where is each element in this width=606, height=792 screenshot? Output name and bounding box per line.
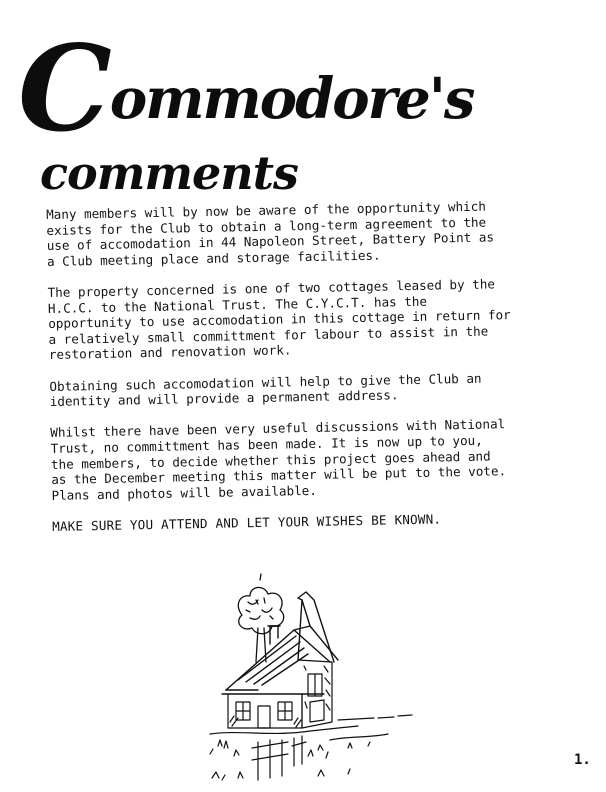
cottage-sketch-illustration xyxy=(198,570,428,785)
article-body xyxy=(46,197,572,534)
cottage-roof xyxy=(222,592,338,694)
page-number: 1. xyxy=(574,752,591,768)
tree-sketch xyxy=(238,574,283,662)
title-rest: ommodore's xyxy=(109,66,474,132)
ground-and-fence xyxy=(210,715,412,780)
paragraph-property: The property concerned is one of two cottages leased by the H.C.C. to the National Trust. The C.Y.C.T. has the opportunity to use accomodation in this cottage in return for a relatively small committment for labour to assist in the restoration and renovation work. xyxy=(47,276,511,363)
paragraph-opportunity: Many members will by now be aware of the opportunity which exists for the Club to obtain a long-term agreement to the use of accomodation in 44 Napoleon Street, Battery Point as a Club meeting place and storage facilities. xyxy=(46,198,495,269)
paragraph-call-to-action: MAKE SURE YOU ATTEND AND LET YOUR WISHES BE KNOWN. xyxy=(51,511,442,534)
title-initial: C xyxy=(18,19,110,158)
page-title xyxy=(18,18,474,158)
paragraph-discussions: Whilst there have been very useful discussions with National Trust, no committment has been made. It is now up to you, the members, to decide whether this project goes ahead and as the December meeting this matter will be put to the vote. Plans and photos will be available. xyxy=(50,416,507,503)
page-subtitle: comments xyxy=(40,146,298,200)
paragraph-accomodation: Obtaining such accomodation will help to give the Club an identity and will provide a permanent address. xyxy=(49,370,482,410)
